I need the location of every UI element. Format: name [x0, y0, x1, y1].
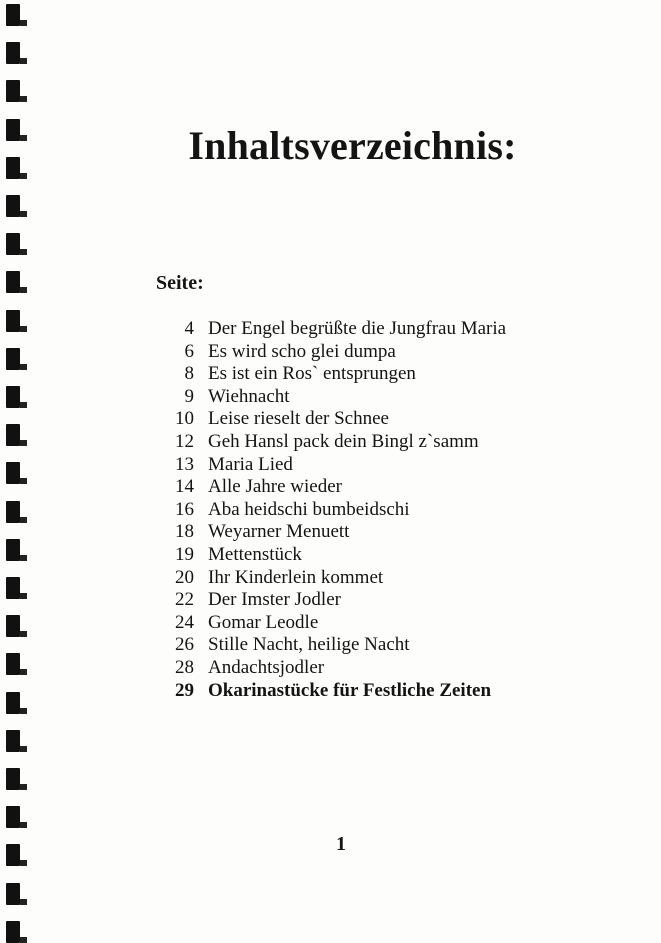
toc-title: Mettenstück — [208, 543, 302, 565]
binding-hole — [6, 80, 20, 102]
binding-hole — [6, 653, 20, 675]
toc-row — [160, 680, 580, 703]
toc-title: Aba heidschi bumbeidschi — [208, 498, 410, 520]
toc-row — [160, 612, 580, 635]
toc-row — [160, 567, 580, 590]
toc-page-number: 9 — [184, 385, 194, 407]
binding-hole — [6, 501, 20, 523]
toc-page-number: 10 — [175, 408, 194, 430]
toc-title: Leise rieselt der Schnee — [208, 408, 389, 430]
toc-title: Andachtsjodler — [208, 656, 325, 678]
binding-wire — [20, 211, 27, 217]
binding-hole — [6, 462, 20, 484]
toc-page-number: 6 — [184, 340, 194, 362]
toc-row — [160, 363, 580, 386]
toc-page-number: 20 — [175, 566, 194, 588]
binding-hole — [6, 883, 20, 905]
binding-wire — [20, 96, 27, 102]
binding-hole — [6, 157, 20, 179]
toc-page-number: 16 — [175, 498, 194, 520]
toc-title: Wiehnacht — [208, 385, 290, 407]
toc-title: Weyarner Menuett — [208, 521, 350, 543]
binding-wire — [20, 440, 27, 446]
binding-wire — [20, 669, 27, 675]
binding-wire — [20, 326, 27, 332]
binding-hole — [6, 844, 20, 866]
toc-page-number: 4 — [184, 318, 194, 339]
toc-row — [160, 657, 580, 680]
binding-wire — [20, 287, 27, 293]
toc-title: Maria Lied — [208, 453, 293, 475]
binding-wire — [20, 746, 27, 752]
binding-hole — [6, 921, 20, 943]
binding-hole — [6, 271, 20, 293]
binding-hole — [6, 615, 20, 637]
toc-row — [160, 318, 580, 341]
binding-hole — [6, 348, 20, 370]
binding-hole — [6, 42, 20, 64]
binding-wire — [20, 631, 27, 637]
toc-title: Alle Jahre wieder — [208, 476, 342, 498]
toc-page-number: 28 — [175, 656, 194, 678]
toc-page-number: 12 — [175, 430, 194, 452]
toc-page-number: 14 — [175, 476, 194, 498]
binding-wire — [20, 899, 27, 905]
toc-row — [160, 634, 580, 657]
toc-row — [160, 431, 580, 454]
binding-hole — [6, 730, 20, 752]
binding-wire — [20, 173, 27, 179]
binding-wire — [20, 593, 27, 599]
binding-hole — [6, 119, 20, 141]
binding-hole — [6, 692, 20, 714]
toc-page-number: 19 — [175, 543, 194, 565]
toc-row — [160, 341, 580, 364]
binding-wire — [20, 784, 27, 790]
binding-hole — [6, 577, 20, 599]
binding-hole — [6, 195, 20, 217]
binding-wire — [20, 249, 27, 255]
binding-wire — [20, 937, 27, 943]
binding-wire — [20, 822, 27, 828]
seite-label: Seite: — [156, 272, 204, 294]
binding-wire — [20, 58, 27, 64]
toc-title: Es wird scho glei dumpa — [208, 340, 396, 362]
binding-wire — [20, 402, 27, 408]
toc-page-number: 13 — [175, 453, 194, 475]
toc-row — [160, 499, 580, 522]
binding-wire — [20, 555, 27, 561]
binding-hole — [6, 768, 20, 790]
toc-page-number: 26 — [175, 634, 194, 656]
binding-hole — [6, 424, 20, 446]
binding-hole — [6, 4, 20, 26]
binding-wire — [20, 20, 27, 26]
page-number: 1 — [336, 833, 346, 855]
binding-hole — [6, 233, 20, 255]
binding-wire — [20, 364, 27, 370]
toc-page-number: 8 — [184, 363, 194, 385]
page-title: Inhaltsverzeichnis: — [188, 123, 517, 168]
toc-row — [160, 521, 580, 544]
binding-wire — [20, 860, 27, 866]
toc-row — [160, 454, 580, 477]
toc-row — [160, 589, 580, 612]
toc-title: Gomar Leodle — [208, 611, 319, 633]
toc-row — [160, 544, 580, 567]
toc-title: Der Engel begrüßte die Jungfrau Maria — [208, 318, 507, 339]
toc-row — [160, 476, 580, 499]
toc-page-number: 18 — [175, 521, 194, 543]
binding-wire — [20, 478, 27, 484]
toc-row — [160, 408, 580, 431]
binding-hole — [6, 539, 20, 561]
toc-page-number: 24 — [175, 611, 194, 633]
toc-title: Ihr Kinderlein kommet — [208, 566, 384, 588]
toc-row — [160, 386, 580, 409]
binding-hole — [6, 386, 20, 408]
binding-wire — [20, 708, 27, 714]
toc-title: Es ist ein Ros` entsprungen — [208, 363, 416, 385]
toc-title: Stille Nacht, heilige Nacht — [208, 634, 410, 656]
table-of-contents — [160, 318, 580, 702]
toc-title: Okarinastücke für Festliche Zeiten — [208, 679, 492, 701]
toc-title: Geh Hansl pack dein Bingl z`samm — [208, 430, 479, 452]
binding-hole — [6, 310, 20, 332]
toc-title: Der Imster Jodler — [208, 589, 341, 611]
binding-hole — [6, 806, 20, 828]
toc-page-number: 22 — [175, 589, 194, 611]
toc-page-number: 29 — [175, 679, 194, 701]
binding-wire — [20, 517, 27, 523]
